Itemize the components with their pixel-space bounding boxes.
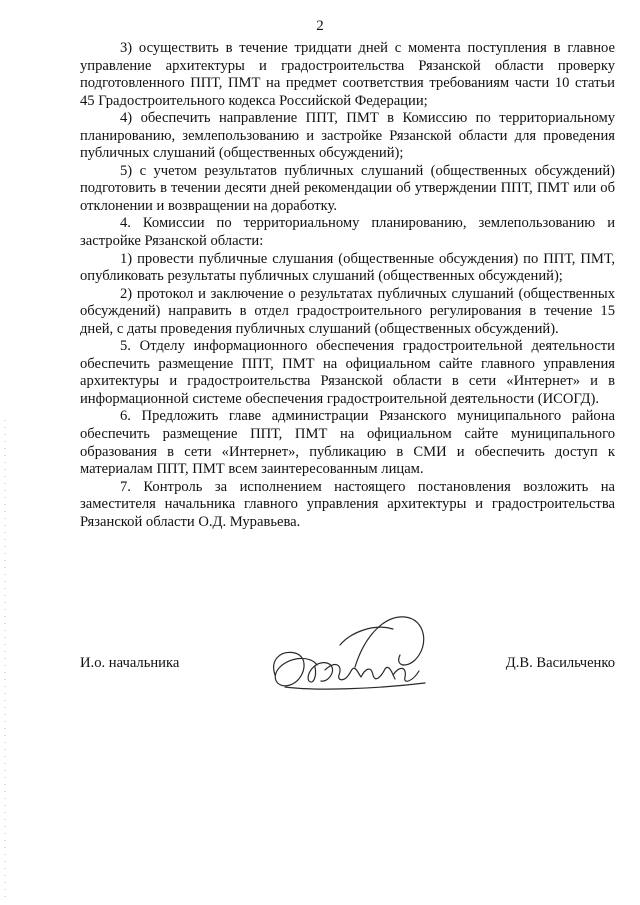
signatory-position: И.о. начальника [80,655,180,671]
paragraph-section-7: 7. Контроль за исполнением настоящего постановления возложить на заместителя начальника главного управления архитектуры и градостроительства Рязанской области О.Д. Муравьева. [80,478,615,530]
signatory-name: Д.В. Васильченко [505,655,615,671]
handwritten-signature [255,605,445,700]
paragraph-section-5: 5. Отделу информационного обеспечения градостроительной деятельности обеспечить размещение ППТ, ПМТ на официальном сайте главного управления архитектуры и градостроительства Рязанской области в сети «Интернет» и в информационной системе обеспечения градостроительной деятельности (ИСОГД). [80,338,615,407]
paragraph-section-4-item-1: 1) провести публичные слушания (общественные обсуждения) по ППТ, ПМТ, опубликовать результаты публичных слушаний (общественных обсуждений); [80,250,615,285]
margin-dotted-line [3,420,7,900]
paragraph-section-4-item-2: 2) протокол и заключение о результатах публичных слушаний (общественных обсуждений) направить в отдел градостроительного регулирования в течение 15 дней, с даты проведения публичных слушаний (общественных обсуждений). [80,285,615,337]
page-number: 2 [316,18,324,34]
paragraph-item-5: 5) с учетом результатов публичных слушаний (общественных обсуждений) подготовить в течении десяти дней рекомендации об утверждении ППТ, ПМТ или об отклонении и возвращении на доработку. [80,162,615,214]
paragraph-section-4: 4. Комиссии по территориальному планированию, землепользованию и застройке Рязанской области: [80,215,615,250]
paragraph-section-6: 6. Предложить главе администрации Рязанского муниципального района обеспечить размещение ППТ, ПМТ на официальном сайте муниципального образования в сети «Интернет», публикацию в СМИ и обеспечить доступ к материалам ППТ, ПМТ всем заинтересованным лицам. [80,408,615,478]
paragraph-item-3: 3) осуществить в течение тридцати дней с момента поступления в главное управление архитектуры и градостроительства Рязанской области проверку подготовленного ППТ, ПМТ на предмет соответствия требованиям части 10 статьи 45 Градостроительного кодекса Российской Федерации; [80,40,615,109]
paragraph-item-4: 4) обеспечить направление ППТ, ПМТ в Комиссию по территориальному планированию, землепользованию и застройке Рязанской области для проведения публичных слушаний (общественных обсуждений); [80,110,615,162]
document-body [80,40,615,531]
